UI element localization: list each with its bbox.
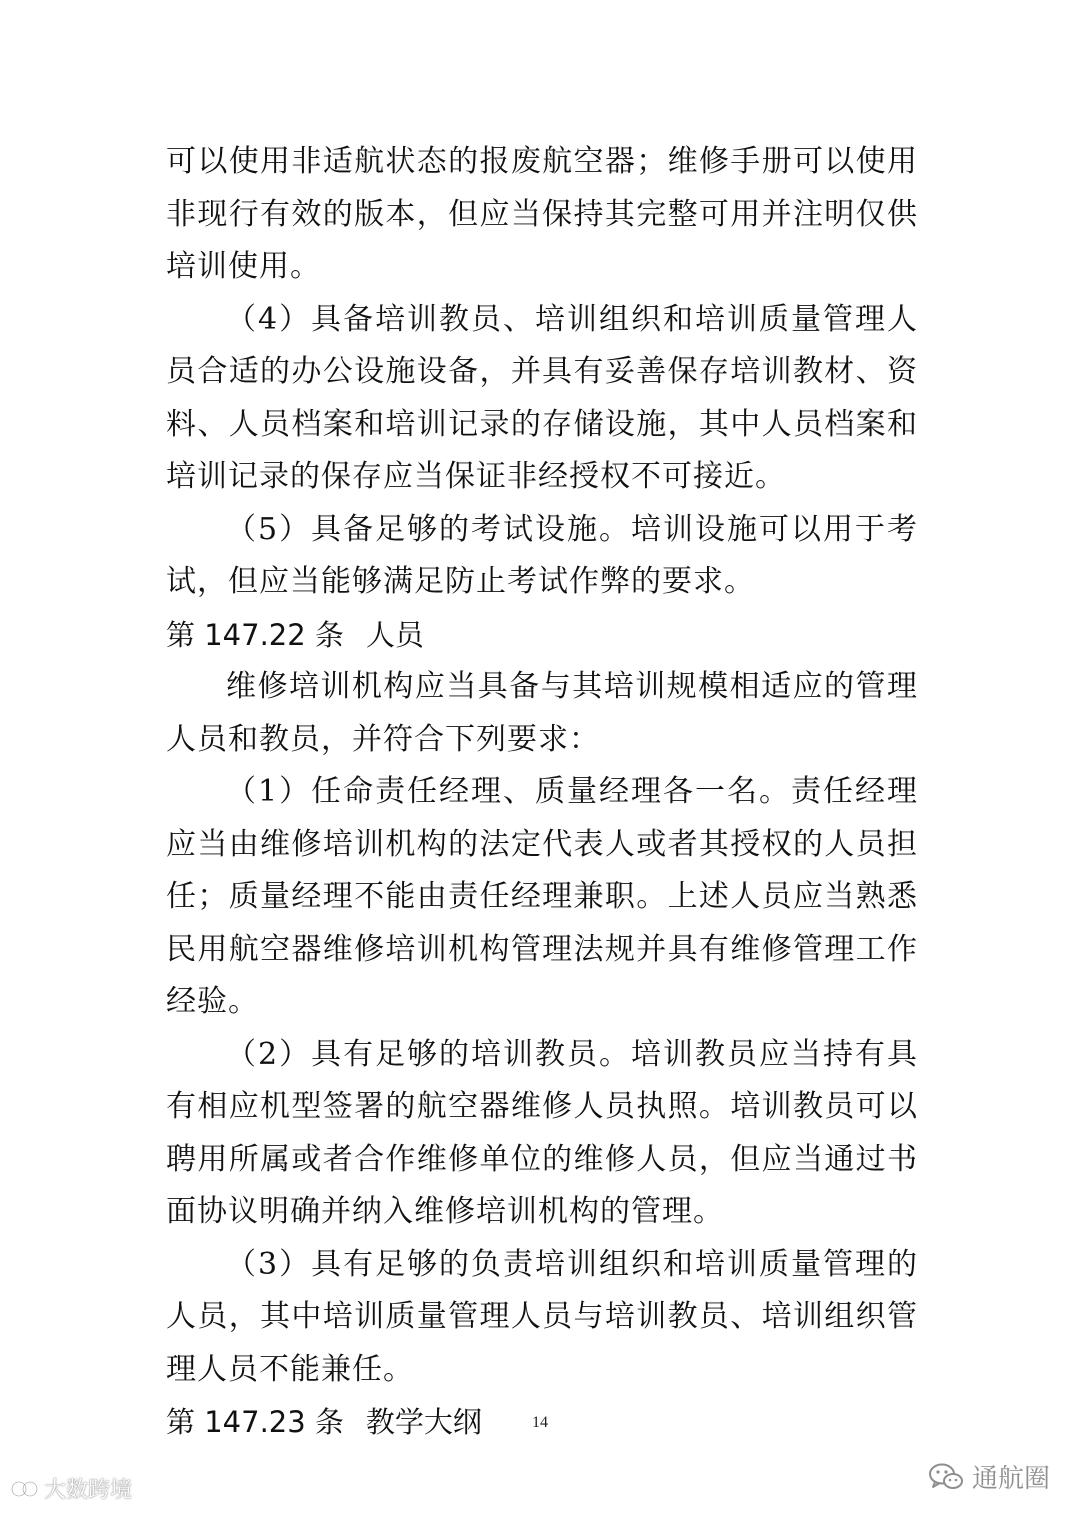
- page-number: 14: [532, 1414, 548, 1431]
- wechat-icon: [928, 1462, 964, 1492]
- paragraph-2: （4）具备培训教员、培训组织和培训质量管理人员合适的办公设施设备，并具有妥善保存培训教材、资料、人员档案和培训记录的存储设施，其中人员档案和培训记录的保存应当保证非经授权不可接近。: [166, 301, 918, 494]
- article-heading-147-22: [166, 609, 918, 662]
- article-title: 人员: [365, 617, 424, 652]
- watermark-left-text: 大数跨境: [44, 1478, 133, 1503]
- paragraph-5: （1）任命责任经理、质量经理各一名。责任经理应当由维修培训机构的法定代表人或者其授权的人员担任；质量经理不能由责任经理兼职。上述人员应当熟悉民用航空器维修培训机构管理法规并具有维修管理工作经验。: [166, 774, 918, 1019]
- article-number: 第 147.22 条: [166, 617, 344, 652]
- watermark-right: [928, 1458, 1050, 1495]
- watermark-right-text: 通航圈: [971, 1464, 1050, 1494]
- paragraph-7: （3）具有足够的负责培训组织和培训质量管理的人员，其中培训质量管理人员与培训教员、培训组织管理人员不能兼任。: [166, 1246, 918, 1387]
- article-title: 教学大纲: [365, 1405, 482, 1439]
- document-body: [166, 136, 918, 1449]
- paragraph-4: 维修培训机构应当具备与其培训规模相适应的管理人员和教员，并符合下列要求：: [166, 669, 918, 757]
- article-number: 第 147.23 条: [166, 1405, 344, 1439]
- watermark-left: [10, 1473, 132, 1504]
- ring-logo-icon: [10, 1478, 40, 1500]
- paragraph-3: （5）具备足够的考试设施。培训设施可以用于考试，但应当能够满足防止考试作弊的要求。: [166, 511, 918, 599]
- paragraph-6: （2）具有足够的培训教员。培训教员应当持有具有相应机型签署的航空器维修人员执照。培训教员可以聘用所属或者合作维修单位的维修人员，但应当通过书面协议明确并纳入维修培训机构的管理。: [166, 1036, 918, 1229]
- paragraph-1: 可以使用非适航状态的报废航空器；维修手册可以使用非现行有效的版本，但应当保持其完整可用并注明仅供培训使用。: [166, 144, 918, 284]
